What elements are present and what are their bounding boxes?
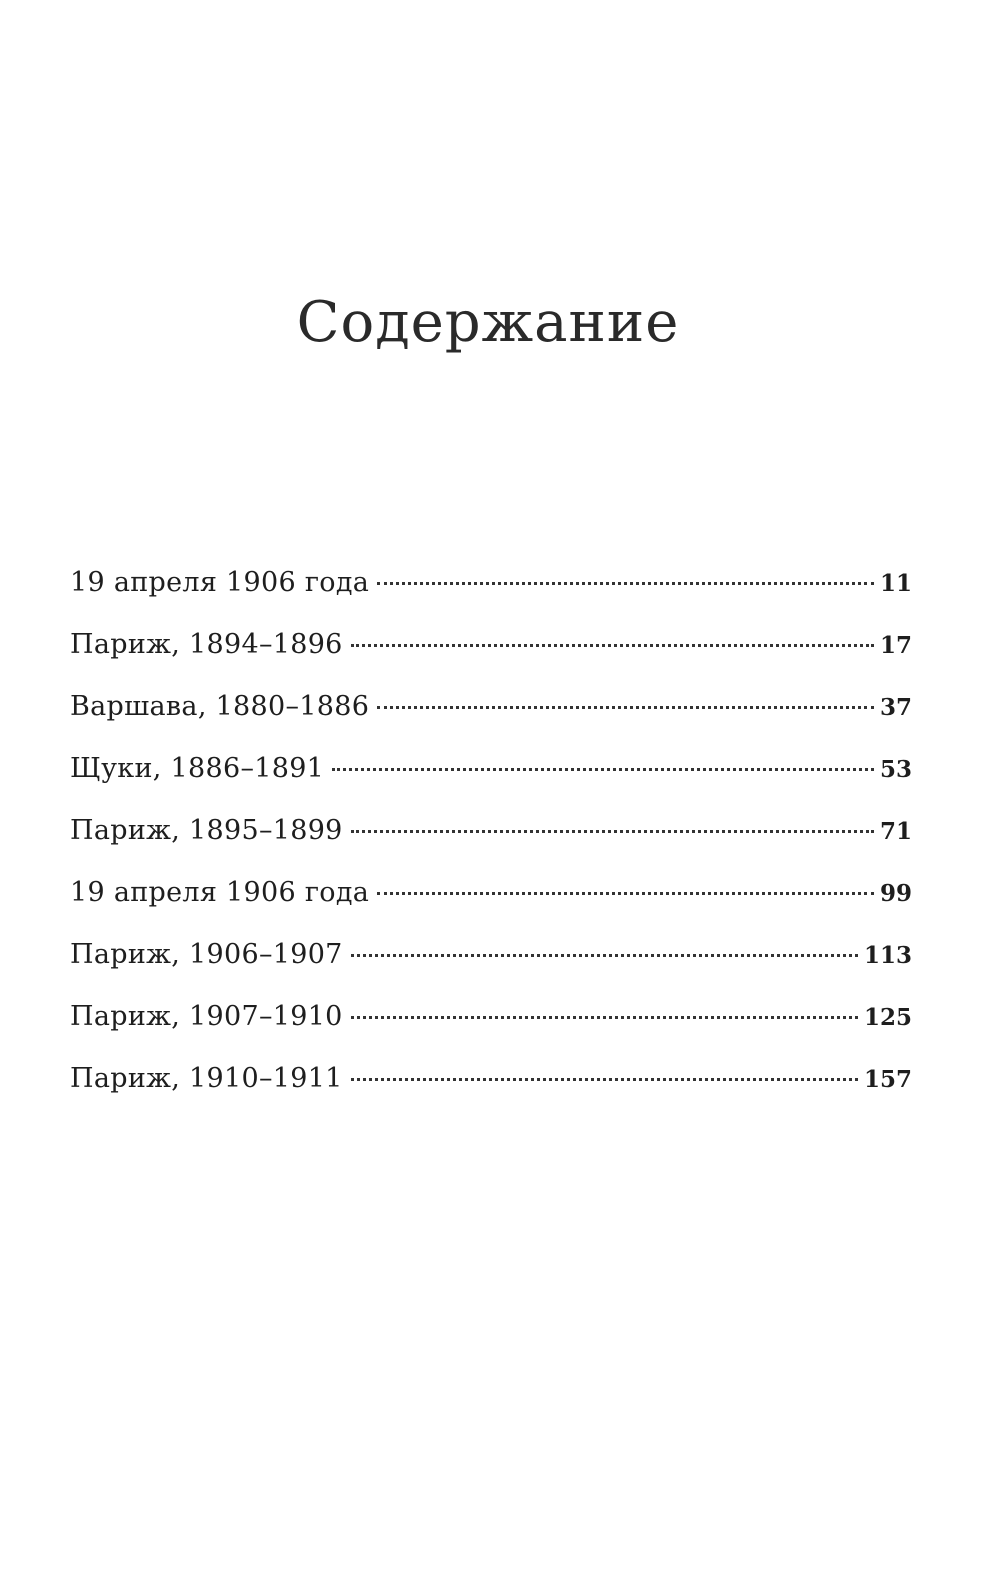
toc-entry-title: Париж, 1895–1899 [70, 815, 343, 846]
toc-entry-page-number: 17 [879, 632, 912, 659]
dot-leader [351, 644, 874, 647]
toc-entry[interactable] [70, 682, 912, 744]
dot-leader [332, 768, 874, 771]
toc-entry-page-number: 125 [863, 1004, 912, 1031]
toc-entry[interactable] [70, 744, 912, 806]
toc-entry-title: Щуки, 1886–1891 [70, 753, 325, 784]
toc-entry[interactable] [70, 930, 912, 992]
toc-entry-page-number: 113 [863, 942, 912, 969]
toc-entry-page-number: 157 [863, 1066, 912, 1093]
dot-leader [351, 954, 858, 957]
toc-entry[interactable] [70, 1054, 912, 1116]
toc-entry[interactable] [70, 558, 912, 620]
dot-leader [351, 1016, 858, 1019]
toc-entry[interactable] [70, 992, 912, 1054]
dot-leader [351, 1078, 858, 1081]
toc-entry-page-number: 11 [879, 570, 912, 597]
toc-entry[interactable] [70, 868, 912, 930]
dot-leader [377, 582, 874, 585]
toc-entry-title: Париж, 1907–1910 [70, 1001, 343, 1032]
dot-leader [377, 892, 874, 895]
toc-entry-title: Париж, 1894–1896 [70, 629, 343, 660]
toc-entry-page-number: 37 [879, 694, 912, 721]
toc-entry-title: Париж, 1910–1911 [70, 1063, 343, 1094]
toc-entry-title: 19 апреля 1906 года [70, 877, 370, 908]
page-title: Содержание [296, 289, 680, 355]
toc-entry-title: Варшава, 1880–1886 [70, 691, 370, 722]
dot-leader [377, 706, 874, 709]
toc-entry[interactable] [70, 806, 912, 868]
toc-entry-page-number: 99 [879, 880, 912, 907]
toc-entry[interactable] [70, 620, 912, 682]
toc-entry-page-number: 53 [879, 756, 912, 783]
toc-entry-page-number: 71 [879, 818, 912, 845]
table-of-contents [70, 558, 912, 1116]
toc-entry-title: Париж, 1906–1907 [70, 939, 343, 970]
dot-leader [351, 830, 874, 833]
toc-entry-title: 19 апреля 1906 года [70, 567, 370, 598]
